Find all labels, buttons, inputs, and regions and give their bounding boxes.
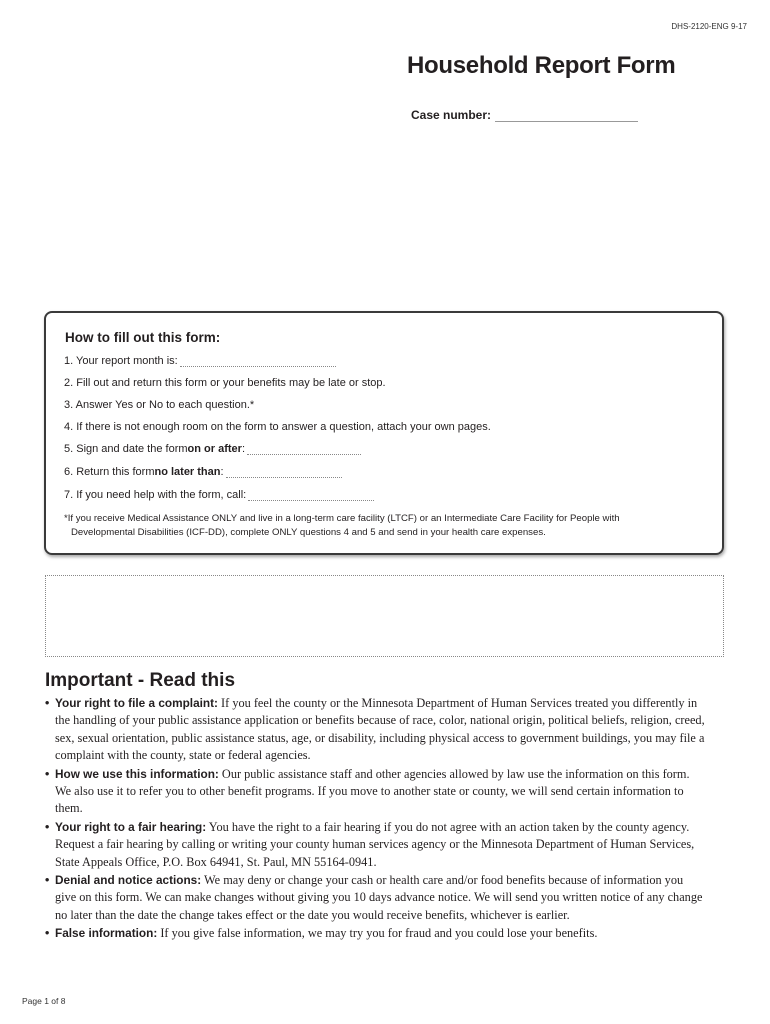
return-date-field[interactable] [226, 466, 342, 478]
step-bold-text: no later than [154, 466, 221, 478]
case-number-row [411, 108, 638, 122]
page-title: Household Report Form [407, 52, 676, 79]
item-lead: Denial and notice actions: [55, 873, 202, 888]
instruction-step-5 [64, 443, 361, 455]
bullet-icon: • [45, 819, 50, 834]
item-text: We may deny or change your cash or health care and/or food benefits because of information you give on this form. We can make changes without giving you 10 days advance notice. We will send you written notice of any change no later than the date the change takes effect or the date you would receive benefits, whichever is earlier. [55, 873, 703, 922]
instruction-step-6 [64, 466, 342, 478]
step-suffix: : [241, 443, 245, 455]
important-list [45, 695, 705, 944]
instructions-footnote [64, 512, 704, 540]
case-number-field[interactable] [495, 108, 638, 122]
instruction-step-3 [64, 399, 254, 411]
list-item [45, 766, 705, 818]
instructions-heading: How to fill out this form: [65, 330, 221, 345]
step-text: 6. Return this form [64, 466, 155, 478]
help-phone-field[interactable] [248, 489, 374, 501]
bullet-icon: • [45, 873, 50, 888]
office-use-panel [45, 575, 724, 657]
item-lead: Your right to file a complaint: [55, 696, 218, 710]
item-lead: How we use this information: [55, 766, 219, 781]
instruction-step-7 [64, 489, 374, 501]
instruction-step-4 [64, 421, 491, 433]
list-item [45, 925, 705, 942]
item-text: If you give false information, we may try you for fraud and you could lose your benefits. [157, 926, 598, 941]
step-suffix: : [220, 466, 224, 478]
sign-date-field[interactable] [247, 443, 361, 455]
item-text: You have the right to a fair hearing if you do not agree with an action taken by the county agency. Request a fair hearing by calling or writing your county human services agency or the Minnesota Department of Human Services, State Appeals Office, P.O. Box 64941, St. Paul, MN 55164-0941. [55, 819, 695, 869]
bullet-icon: • [45, 926, 50, 941]
item-lead: Your right to a fair hearing: [55, 819, 207, 834]
step-bold-text: on or after [187, 443, 242, 455]
bullet-icon: • [45, 696, 50, 710]
step-text: 3. Answer Yes or No to each question.* [64, 399, 255, 411]
item-text: If you feel the county or the Minnesota Department of Human Services treated you differently in the handling of your public assistance application or benefits because of race, color, national origin, political beliefs, religion, creed, sex, sexual orientation, public assistance status, age, or disability, including physical access to government buildings, you may file a complaint with the county, state or federal agencies. [55, 696, 705, 763]
report-month-field[interactable] [180, 355, 336, 367]
item-lead: False information: [55, 926, 158, 941]
list-item [45, 695, 705, 765]
footnote-line-1: *If you receive Medical Assistance ONLY and live in a long-term care facility (LTCF) or an Intermediate Care Facility for People with [64, 513, 620, 524]
step-text: 1. Your report month is: [64, 355, 178, 367]
important-heading: Important - Read this [45, 670, 236, 691]
form-code: DHS-2120-ENG 9-17 [671, 22, 747, 31]
instructions-box [44, 311, 724, 555]
item-text: Our public assistance staff and other agencies allowed by law use the information on this form. We also use it to refer you to other benefit programs. If you move to another state or county, we will send certain information to them. [55, 766, 690, 816]
case-number-label: Case number: [411, 108, 492, 122]
page-number: Page 1 of 8 [22, 996, 66, 1006]
step-text: 4. If there is not enough room on the form to answer a question, attach your own pages. [64, 421, 491, 433]
instruction-step-2 [64, 377, 386, 389]
footnote-line-2: Developmental Disabilities (ICF-DD), complete ONLY questions 4 and 5 and send in your health care expenses. [71, 527, 546, 538]
list-item [45, 819, 705, 871]
step-text: 7. If you need help with the form, call: [64, 489, 247, 501]
step-text: 5. Sign and date the form [64, 443, 188, 455]
list-item [45, 872, 705, 924]
bullet-icon: • [45, 766, 50, 781]
instruction-step-1 [64, 355, 336, 367]
step-text: 2. Fill out and return this form or your benefits may be late or stop. [64, 377, 386, 389]
